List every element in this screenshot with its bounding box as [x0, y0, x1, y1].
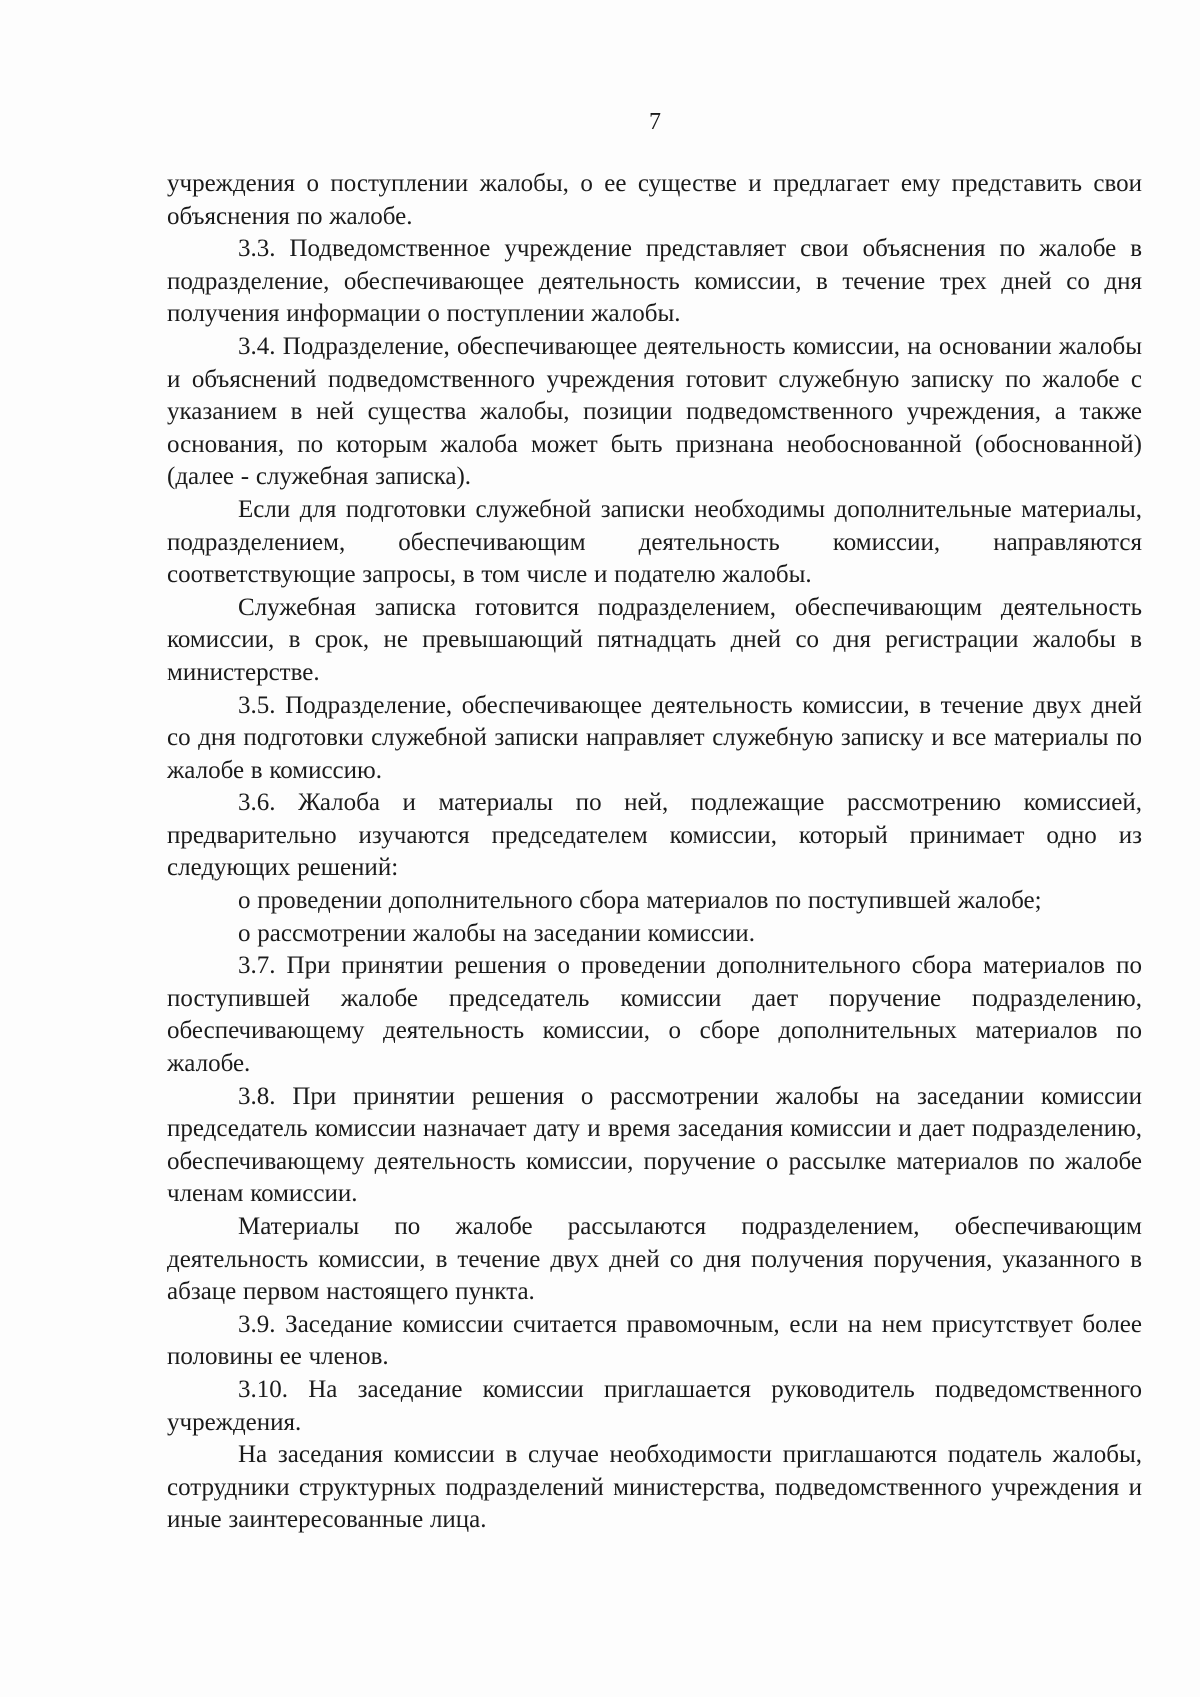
document-body: [167, 168, 1142, 1537]
paragraph-3-5: 3.5. Подразделение, обеспечивающее деятельность комиссии, в течение двух дней со дня подготовки служебной записки направляет служебную записку и все материалы по жалобе в комиссию.: [167, 691, 1142, 784]
paragraph-3-3: 3.3. Подведомственное учреждение представляет свои объяснения по жалобе в подразделение, обеспечивающее деятельность комиссии, в течение трех дней со дня получения информации о поступлении жалобы.: [167, 235, 1142, 328]
paragraph-3-6: 3.6. Жалоба и материалы по ней, подлежащие рассмотрению комиссией, предварительно изучаются председателем комиссии, который принимает одно из следующих решений:: [167, 789, 1142, 882]
paragraph-continued: учреждения о поступлении жалобы, о ее существе и предлагает ему представить свои объяснения по жалобе.: [167, 170, 1142, 230]
paragraph-3-6-option-collect: о проведении дополнительного сбора материалов по поступившей жалобе;: [238, 887, 1042, 915]
paragraph-3-8: 3.8. При принятии решения о рассмотрении жалобы на заседании комиссии председатель комиссии назначает дату и время заседания комиссии и дает подразделению, обеспечивающему деятельность комиссии, поручение о рассылке материалов по жалобе членам комиссии.: [167, 1082, 1142, 1208]
paragraph-3-10: 3.10. На заседание комиссии приглашается руководитель подведомственного учреждения.: [167, 1375, 1142, 1436]
paragraph-3-4-deadline: Служебная записка готовится подразделением, обеспечивающим деятельность комиссии, в срок, не превышающий пятнадцать дней со дня регистрации жалобы в министерстве.: [167, 593, 1142, 686]
paragraph-3-10-invitees: На заседания комиссии в случае необходимости приглашаются податель жалобы, сотрудники структурных подразделений министерства, подведомственного учреждения и иные заинтересованные лица.: [167, 1441, 1142, 1534]
paragraph-3-9: 3.9. Заседание комиссии считается правомочным, если на нем присутствует более половины ее членов.: [167, 1310, 1142, 1371]
paragraph-3-4: 3.4. Подразделение, обеспечивающее деятельность комиссии, на основании жалобы и объяснений подведомственного учреждения готовит служебную записку по жалобе с указанием в ней существа жалобы, позиции подведомственного учреждения, а также основания, по которым жалоба может быть признана необоснованной (обоснованной) (далее - служебная записка).: [167, 332, 1142, 491]
paragraph-3-4-additional-materials: Если для подготовки служебной записки необходимы дополнительные материалы, подразделением, обеспечивающим деятельность комиссии, направляются соответствующие запросы, в том числе и подателю жалобы.: [167, 495, 1142, 589]
page-number: 7: [649, 109, 661, 135]
paragraph-3-7: 3.7. При принятии решения о проведении дополнительного сбора материалов по поступившей жалобе председатель комиссии дает поручение подразделению, обеспечивающему деятельность комиссии, о сборе дополнительных материалов по жалобе.: [167, 952, 1142, 1078]
paragraph-3-6-option-review: о рассмотрении жалобы на заседании комиссии.: [238, 919, 755, 947]
paragraph-3-8-distribution: Материалы по жалобе рассылаются подразделением, обеспечивающим деятельность комиссии, в течение двух дней со дня получения поручения, указанного в абзаце первом настоящего пункта.: [167, 1213, 1142, 1306]
